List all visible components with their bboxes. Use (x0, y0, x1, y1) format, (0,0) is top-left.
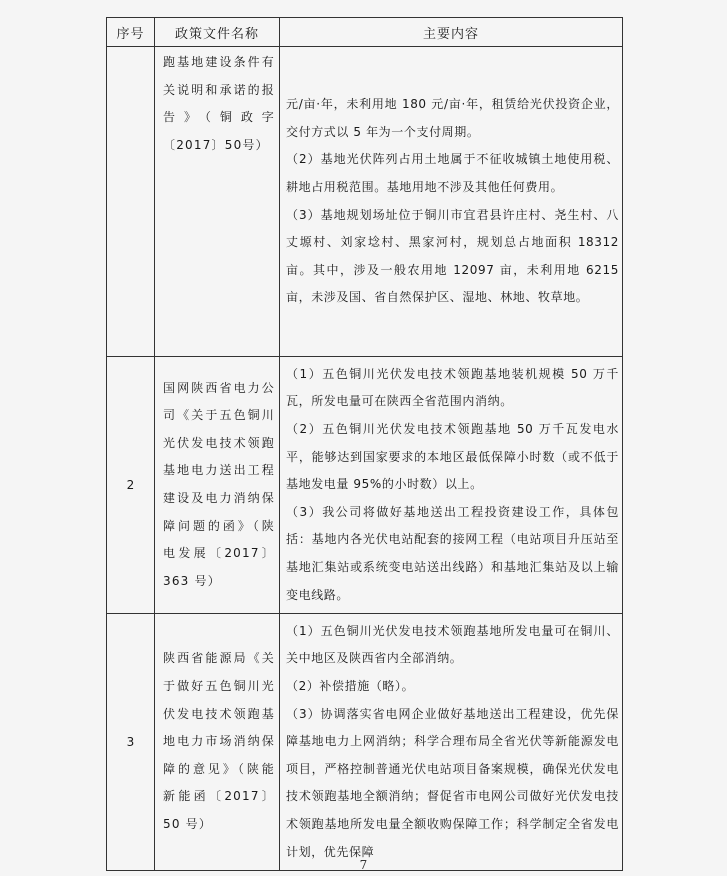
content-paragraph: 元/亩·年，未利用地 180 元/亩·年，租赁给光伏投资企业，交付方式以 5 年为一个支付周期。 (286, 97, 619, 139)
content-paragraph: （1）五色铜川光伏发电技术领跑基地装机规模 50 万千瓦，所发电量可在陕西全省范围内消纳。 (286, 366, 619, 409)
row-number (107, 47, 155, 357)
header-policy-name: 政策文件名称 (155, 18, 280, 47)
content-paragraph: （2）补偿措施（略）。 (286, 679, 415, 694)
policy-name: 跑基地建设条件有关说明和承诺的报告》（铜政字〔2017〕50号） (155, 47, 280, 357)
policy-content (280, 47, 623, 357)
table-row (107, 47, 623, 357)
policy-content (280, 614, 623, 871)
row-number: 2 (107, 357, 155, 614)
table-row (107, 357, 623, 614)
content-paragraph: （1）五色铜川光伏发电技术领跑基地所发电量可在铜川、关中地区及陕西省内全部消纳。 (286, 623, 619, 666)
page-number: 7 (359, 858, 368, 872)
header-index: 序号 (107, 18, 155, 47)
content-paragraph: （2）基地光伏阵列占用土地属于不征收城镇土地使用税、耕地占用税范围。基地用地不涉及其他任何费用。 (286, 152, 619, 194)
content-paragraph: （2）五色铜川光伏发电技术领跑基地 50 万千瓦发电水平，能够达到国家要求的本地区最低保障小时数（或不低于基地发电量 95%的小时数）以上。 (286, 422, 619, 492)
policy-content (280, 357, 623, 614)
policy-name: 陕西省能源局《关于做好五色铜川光伏发电技术领跑基地电力市场消纳保障的意见》（陕能新能函〔2017〕50 号） (155, 614, 280, 871)
row-number: 3 (107, 614, 155, 871)
content-paragraph: （3）协调落实省电网企业做好基地送出工程建设，优先保障基地电力上网消纳；科学合理布局全省光伏等新能源发电项目，严格控制普通光伏电站项目备案规模，确保光伏发电技术领跑基地全额消纳；督促省市电网公司做好光伏发电技术领跑基地所发电量全额收购保障工作；科学制定全省发电计划，优先保障 (286, 706, 619, 859)
header-main-content: 主要内容 (280, 18, 623, 47)
policy-name: 国网陕西省电力公司《关于五色铜川光伏发电技术领跑基地电力送出工程建设及电力消纳保障问题的函》（陕电发展〔2017〕363 号） (155, 357, 280, 614)
content-paragraph: （3）我公司将做好基地送出工程投资建设工作，具体包括：基地内各光伏电站配套的接网工程（电站项目升压站至基地汇集站或系统变电站送出线路）和基地汇集站及以上输变电线路。 (286, 504, 619, 602)
policy-table (106, 17, 623, 871)
table-row (107, 614, 623, 871)
content-paragraph: （3）基地规划场址位于铜川市宜君县许庄村、尧生村、八丈塬村、刘家埝村、黑家河村，规划总占地面积 18312 亩。其中，涉及一般农用地 12097 亩，未利用地 6215 亩，未涉及国、省自然保护区、湿地、林地、牧草地。 (286, 207, 619, 305)
table-header-row (107, 18, 623, 47)
